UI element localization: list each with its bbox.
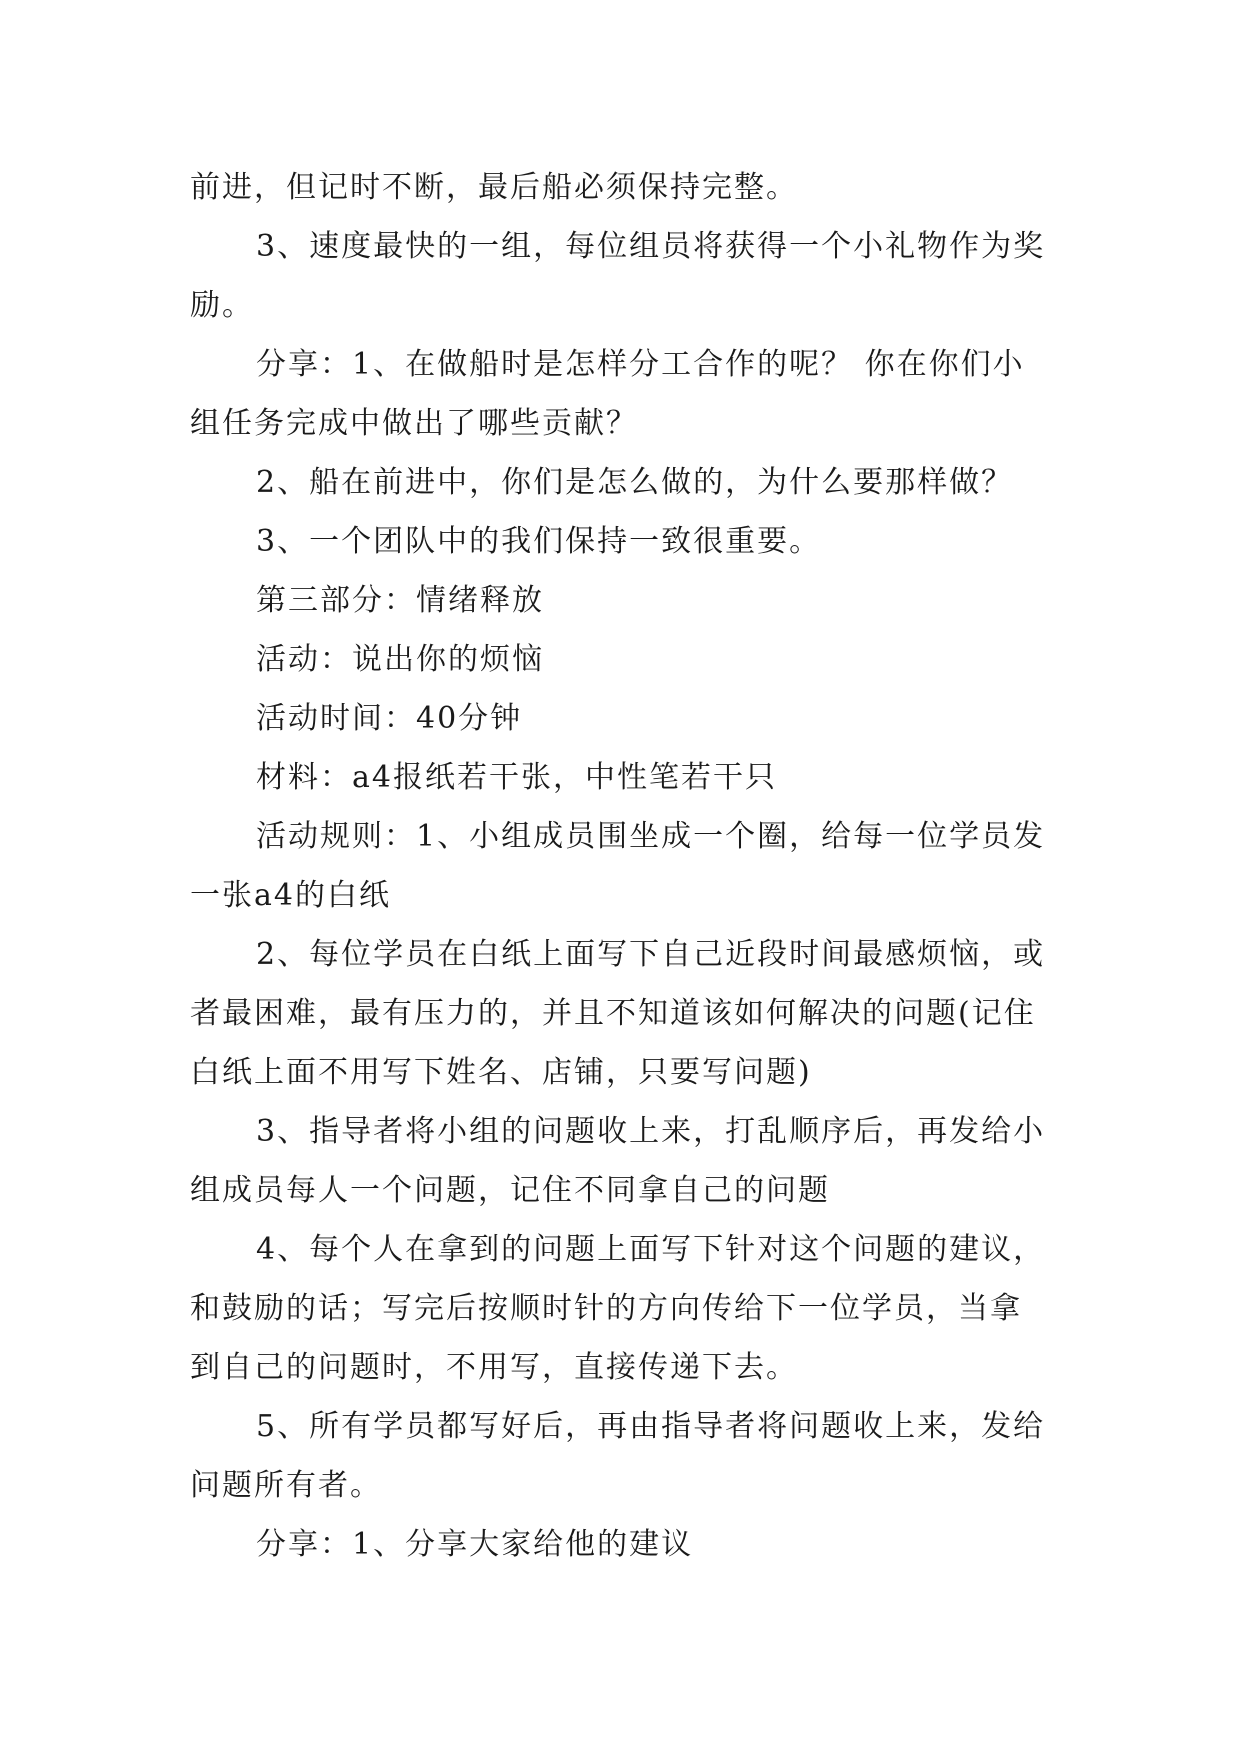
document-body xyxy=(190,158,1050,1574)
paragraph-share-1: 分享：1、在做船时是怎样分工合作的呢？ 你在你们小组任务完成中做出了哪些贡献？ xyxy=(190,347,1025,441)
paragraph-activity-time: 活动时间：40分钟 xyxy=(256,701,523,736)
paragraph-rule-1: 活动规则：1、小组成员围坐成一个圈，给每一位学员发一张a4的白纸 xyxy=(190,819,1046,913)
paragraph-reward-rule: 3、速度最快的一组，每位组员将获得一个小礼物作为奖励。 xyxy=(190,229,1046,323)
paragraph-final-share: 分享：1、分享大家给他的建议 xyxy=(256,1527,694,1562)
paragraph-activity-name: 活动：说出你的烦恼 xyxy=(256,642,544,677)
paragraph-continuation: 前进，但记时不断，最后船必须保持完整。 xyxy=(190,170,798,205)
paragraph-rule-2: 2、每位学员在白纸上面写下自己近段时间最感烦恼，或者最困难，最有压力的，并且不知道该如何解决的问题(记住白纸上面不用写下姓名、店铺，只要写问题) xyxy=(190,937,1046,1090)
section-heading-part-three: 第三部分：情绪释放 xyxy=(256,583,544,618)
paragraph-materials: 材料：a4报纸若干张，中性笔若干只 xyxy=(256,760,777,795)
paragraph-rule-3: 3、指导者将小组的问题收上来，打乱顺序后，再发给小组成员每人一个问题，记住不同拿自己的问题 xyxy=(190,1114,1046,1208)
paragraph-share-2: 2、船在前进中，你们是怎么做的，为什么要那样做？ xyxy=(256,465,1014,500)
paragraph-rule-5: 5、所有学员都写好后，再由指导者将问题收上来，发给问题所有者。 xyxy=(190,1409,1046,1503)
paragraph-share-3: 3、一个团队中的我们保持一致很重要。 xyxy=(256,524,822,559)
paragraph-rule-4: 4、每个人在拿到的问题上面写下针对这个问题的建议，和鼓励的话；写完后按顺时针的方向传给下一位学员，当拿到自己的问题时，不用写，直接传递下去。 xyxy=(190,1232,1046,1385)
